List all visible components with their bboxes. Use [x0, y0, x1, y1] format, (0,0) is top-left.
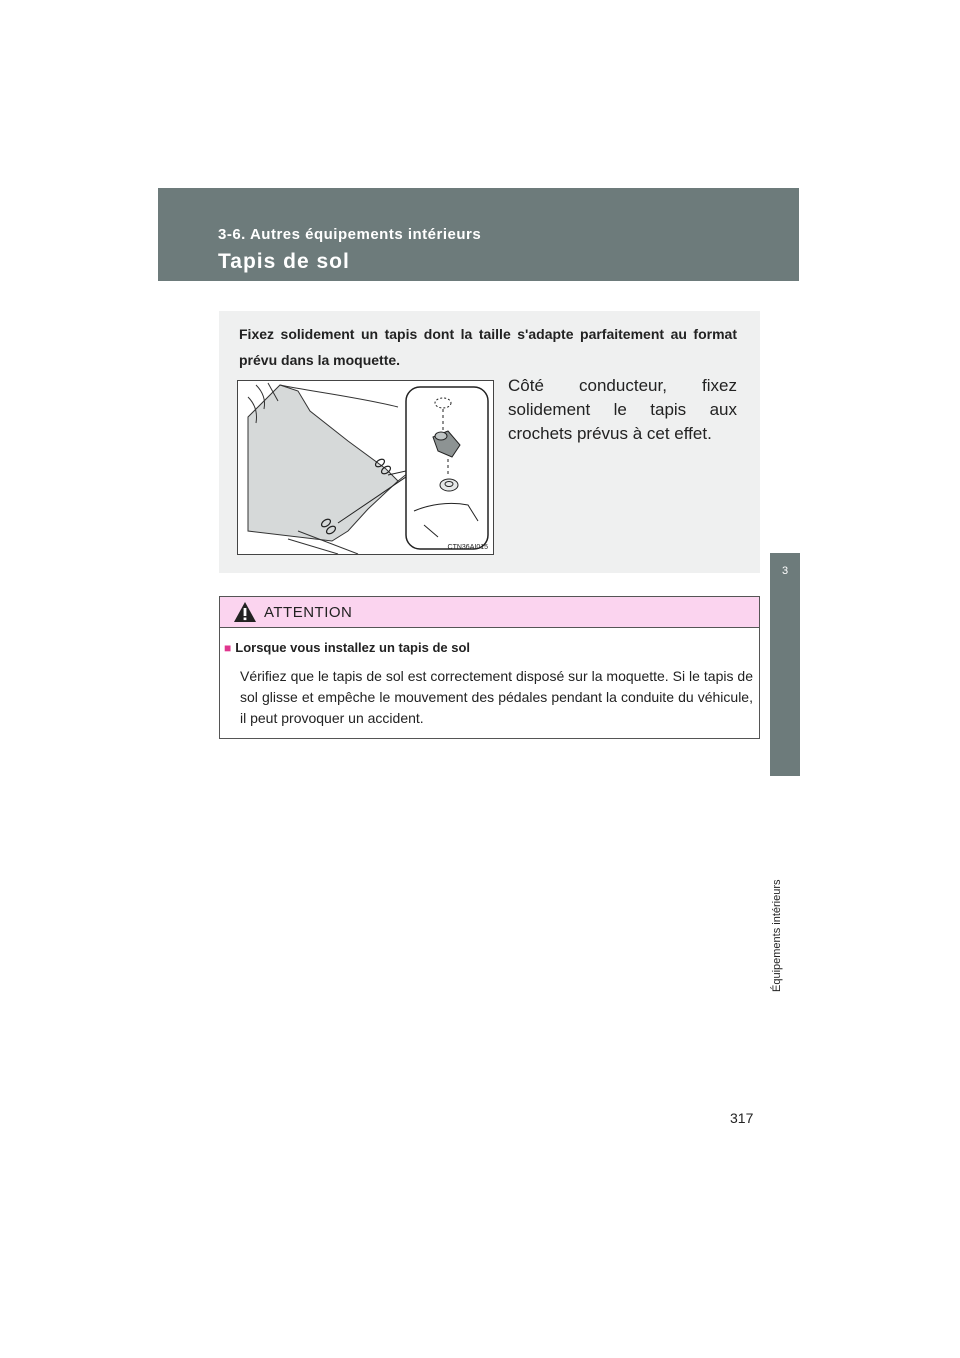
chapter-label: Équipements intérieurs — [771, 879, 783, 992]
page-number: 317 — [730, 1110, 754, 1126]
figure-code: CTN36AI015 — [447, 544, 488, 551]
attention-title: ATTENTION — [264, 604, 353, 621]
warning-icon — [233, 601, 257, 623]
attention-body: Vérifiez que le tapis de sol est correctement disposé sur la moquette. Si le tapis de sol glisse et empêche le mouvement des pédales pendant la conduite du véhicule, il peut provoquer un accident. — [240, 668, 753, 726]
bullet-square-icon: ■ — [224, 641, 232, 655]
floor-mat-drawing — [238, 381, 493, 554]
chapter-tab — [770, 553, 800, 776]
section-header — [158, 188, 799, 281]
section-label: 3-6. Autres équipements intérieurs — [218, 226, 482, 243]
chapter-number: 3 — [781, 565, 789, 577]
intro-text: Fixez solidement un tapis dont la taille s'adapte parfaitement au format prévu dans la moquette. — [239, 326, 737, 368]
info-box — [219, 311, 760, 573]
attention-header — [220, 597, 759, 628]
floor-mat-illustration — [237, 380, 494, 555]
attention-heading — [224, 640, 470, 655]
page-title: Tapis de sol — [218, 250, 350, 273]
attention-heading-text: Lorsque vous installez un tapis de sol — [235, 640, 471, 655]
instruction-text: Côté conducteur, fixez solidement le tapis aux crochets prévus à cet effet. — [508, 376, 737, 443]
attention-box — [219, 596, 760, 739]
